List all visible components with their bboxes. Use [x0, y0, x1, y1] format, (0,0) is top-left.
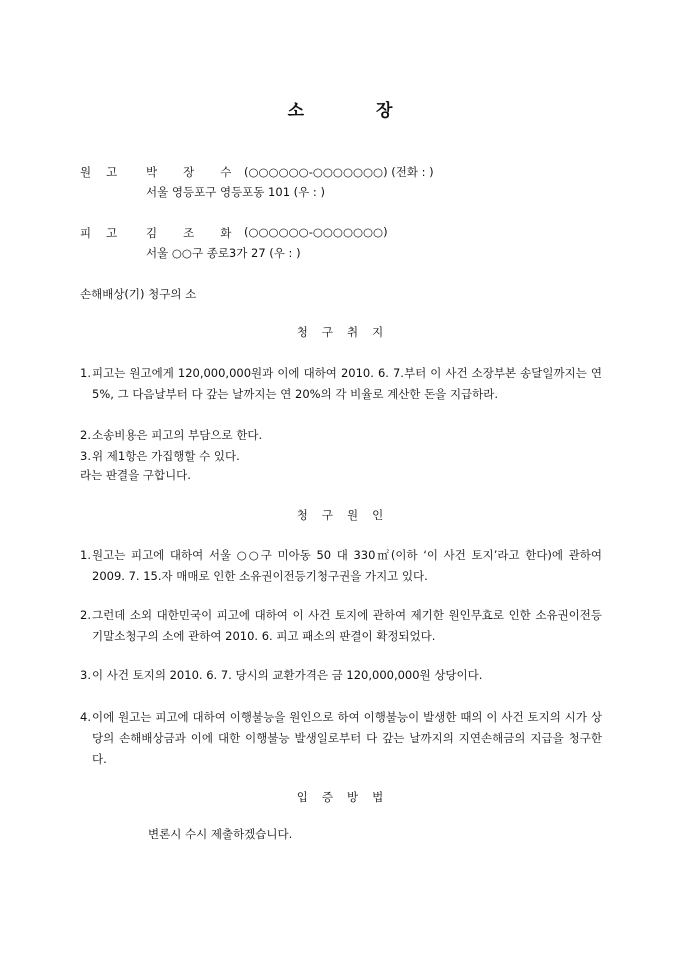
- case-name: 손해배상(기) 청구의 소: [80, 287, 197, 301]
- plaintiff-role: 원 고: [80, 165, 118, 179]
- claim-cause-heading: 청구원인: [296, 508, 398, 522]
- document-title: [0, 96, 680, 121]
- defendant-name: 김 조 화: [146, 226, 232, 240]
- claim-cause-item: 2. 그런데 소외 대한민국이 피고에 대하여 이 사건 토지에 관하여 제기한 원인무효로 인한 소유권이전등기말소청구의 소에 관하여 2010. 6. 피고 패소의 판결이 확정되었다.: [80, 608, 602, 643]
- claim-purpose-closing: 라는 판결을 구합니다.: [80, 468, 191, 482]
- defendant-id: (○○○○○○-○○○○○○○): [244, 225, 388, 239]
- title-char-right: 장: [376, 101, 393, 121]
- defendant-address: 서울 ○○구 종로3가 27 (우 : ): [146, 246, 301, 260]
- claim-purpose-item: 1. 피고는 원고에게 120,000,000원과 이에 대하여 2010. 6. 7.부터 이 사건 소장부본 송달일까지는 연 5%, 그 다음날부터 다 갚는 날까지는 연 20%의 각 비율로 계산한 돈을 지급하라.: [80, 366, 602, 401]
- evidence-text: 변론시 수시 제출하겠습니다.: [148, 827, 293, 841]
- evidence-heading: 입증방법: [296, 790, 398, 804]
- title-char-left: 소: [287, 101, 304, 121]
- claim-cause-item: 1. 원고는 피고에 대하여 서울 ○○구 미아동 50 대 330㎡(이하 ‘이 사건 토지’라고 한다)에 관하여 2009. 7. 15.자 매매로 인한 소유권이전등기청구권을 가지고 있다.: [80, 548, 602, 583]
- claim-purpose-heading: 청구취지: [296, 325, 398, 339]
- plaintiff-address: 서울 영등포구 영등포동 101 (우 : ): [146, 185, 325, 199]
- plaintiff-id-phone: (○○○○○○-○○○○○○○) (전화 : ): [244, 165, 434, 179]
- claim-cause-item: 4. 이에 원고는 피고에 대하여 이행불능을 원인으로 하여 이행불능이 발생한 때의 이 사건 토지의 시가 상당의 손해배상금과 이에 대한 이행불능 발생일로부터 다 갚는 날까지의 지연손해금의 지급을 청구한다.: [80, 710, 602, 766]
- plaintiff-name: 박 장 수: [146, 165, 232, 179]
- defendant-role: 피 고: [80, 226, 118, 240]
- claim-purpose-item: 2. 소송비용은 피고의 부담으로 한다.: [80, 428, 263, 442]
- claim-purpose-item: 3. 위 제1항은 가집행할 수 있다.: [80, 449, 240, 463]
- claim-cause-item: 3. 이 사건 토지의 2010. 6. 7. 당시의 교환가격은 금 120,000,000원 상당이다.: [80, 668, 483, 682]
